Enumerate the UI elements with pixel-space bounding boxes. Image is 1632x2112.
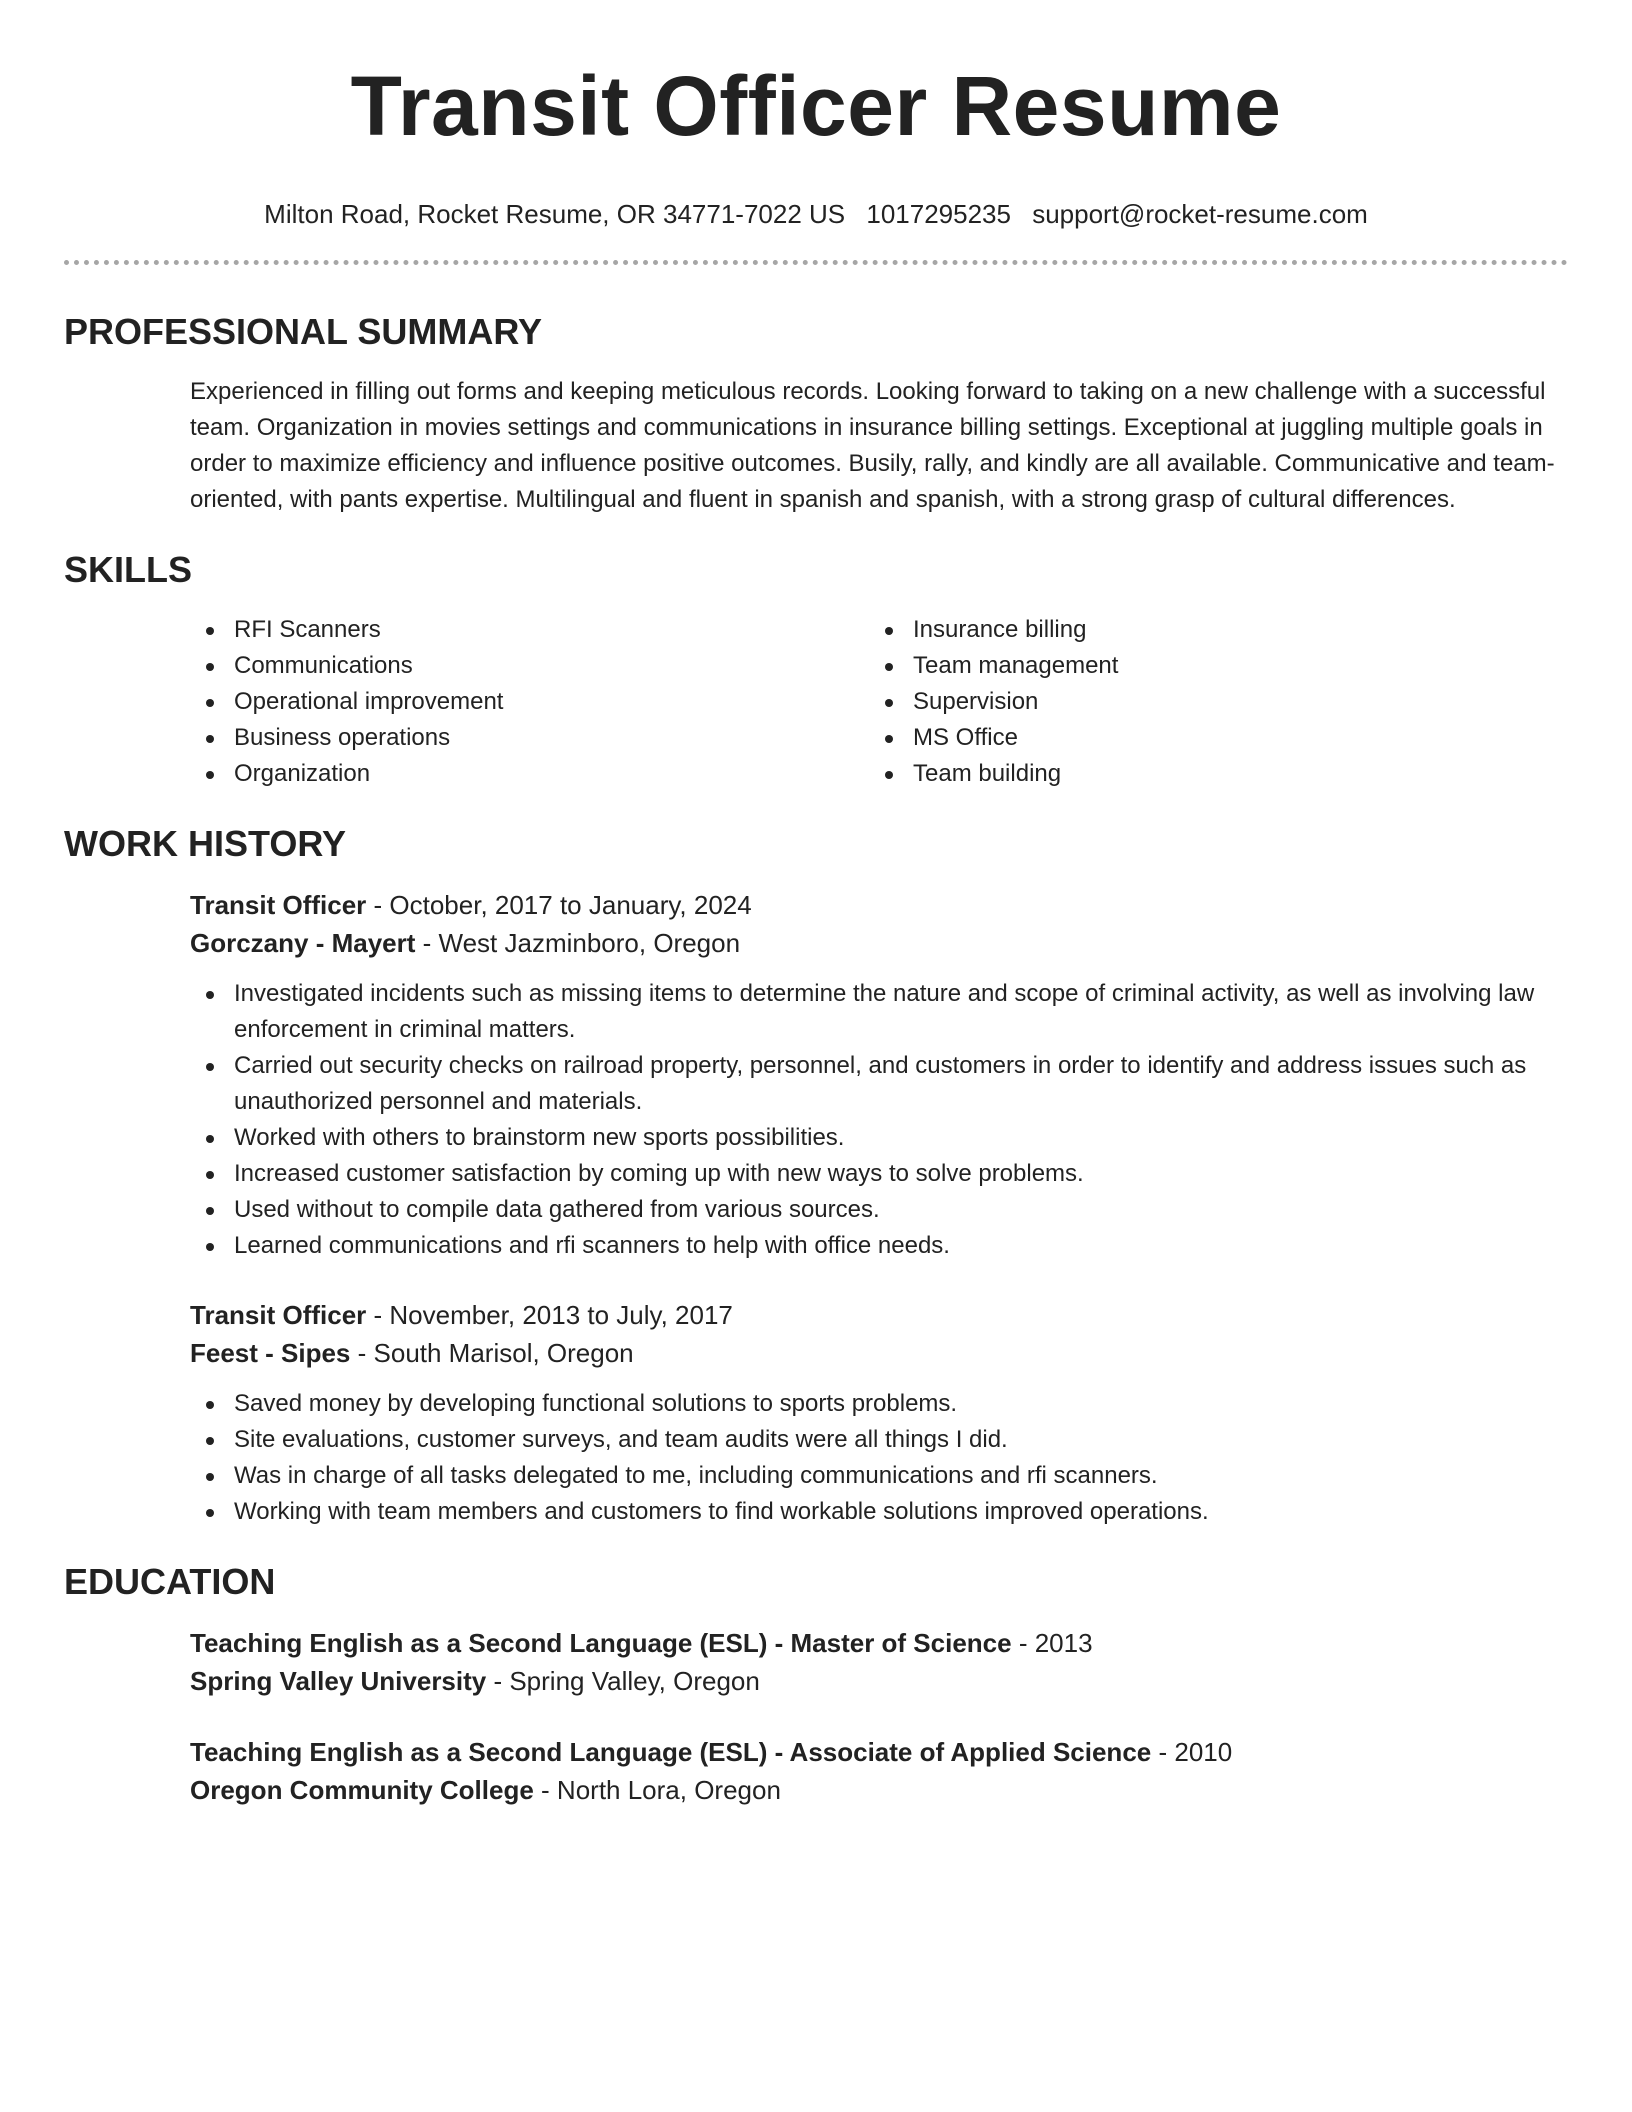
education-degree-line	[190, 1733, 1568, 1771]
work-history-heading: WORK HISTORY	[64, 823, 347, 864]
education-entry	[190, 1624, 1568, 1700]
job-company: Feest - Sipes	[190, 1338, 351, 1368]
skills-heading: SKILLS	[64, 549, 193, 590]
job-duty-item: Working with team members and customers to find workable solutions improved operations.	[190, 1494, 1568, 1530]
resume-title: Transit Officer Resume	[350, 59, 1282, 153]
job-company-line	[190, 1334, 1568, 1372]
skills-grid	[190, 612, 1568, 792]
job-duty-item: Carried out security checks on railroad property, personnel, and customers in order to identify and address issues such as unauthorized personnel and materials.	[190, 1048, 1568, 1120]
education-location: - Spring Valley, Oregon	[486, 1666, 760, 1696]
summary-heading: PROFESSIONAL SUMMARY	[64, 311, 543, 352]
skill-item: Supervision	[869, 684, 1548, 720]
job-duty-item: Was in charge of all tasks delegated to me, including communications and rfi scanners.	[190, 1458, 1568, 1494]
contact-line	[64, 196, 1568, 232]
skill-item: Communications	[190, 648, 869, 684]
header-divider	[64, 260, 1568, 265]
summary-text: Experienced in filling out forms and keeping meticulous records. Looking forward to taking on a new challenge with a successful team. Organization in movies settings and communications in insurance billing settings. Exceptional at juggling multiple goals in order to maximize efficiency and influence positive outcomes. Busily, rally, and kindly are all available. Communicative and team-oriented, with pants expertise. Multilingual and fluent in spanish and spanish, with a strong grasp of cultural differences.	[190, 378, 1555, 513]
education-school-line	[190, 1662, 1568, 1700]
job-dates: - November, 2013 to July, 2017	[366, 1300, 733, 1330]
job-company-line	[190, 924, 1568, 962]
job-duty-item: Learned communications and rfi scanners to help with office needs.	[190, 1228, 1568, 1264]
job-entry	[190, 886, 1568, 962]
skill-item: Organization	[190, 756, 869, 792]
skills-column-left	[190, 612, 869, 792]
job-duties	[190, 1386, 1568, 1530]
job-duties	[190, 976, 1568, 1264]
job-duty-item: Saved money by developing functional solutions to sports problems.	[190, 1386, 1568, 1422]
education-degree: Teaching English as a Second Language (ESL) - Associate of Applied Science	[190, 1737, 1152, 1767]
education-entry	[190, 1733, 1568, 1809]
job-duty-item: Increased customer satisfaction by coming up with new ways to solve problems.	[190, 1156, 1568, 1192]
job-location: - South Marisol, Oregon	[350, 1338, 634, 1368]
contact-phone: 1017295235	[866, 199, 1011, 229]
skill-item: MS Office	[869, 720, 1548, 756]
skills-column-right	[869, 612, 1548, 792]
job-duty-item: Used without to compile data gathered from various sources.	[190, 1192, 1568, 1228]
job-dates: - October, 2017 to January, 2024	[366, 890, 752, 920]
job-location: - West Jazminboro, Oregon	[415, 928, 741, 958]
education-year: - 2010	[1151, 1737, 1233, 1767]
job-title-line	[190, 886, 1568, 924]
skill-item: RFI Scanners	[190, 612, 869, 648]
job-title: Transit Officer	[190, 890, 367, 920]
job-title: Transit Officer	[190, 1300, 367, 1330]
education-location: - North Lora, Oregon	[533, 1775, 781, 1805]
job-duty-item: Investigated incidents such as missing items to determine the nature and scope of criminal activity, as well as involving law enforcement in criminal matters.	[190, 976, 1568, 1048]
resume-page	[64, 0, 1568, 1809]
job-title-line	[190, 1296, 1568, 1334]
contact-address: Milton Road, Rocket Resume, OR 34771-7022 US	[264, 199, 846, 229]
education-heading: EDUCATION	[64, 1561, 276, 1602]
skill-item: Team building	[869, 756, 1548, 792]
education-degree-line	[190, 1624, 1568, 1662]
job-entry	[190, 1296, 1568, 1372]
contact-email: support@rocket-resume.com	[1032, 199, 1368, 229]
skill-item: Team management	[869, 648, 1548, 684]
education-degree: Teaching English as a Second Language (ESL) - Master of Science	[190, 1628, 1012, 1658]
skill-item: Operational improvement	[190, 684, 869, 720]
job-company: Gorczany - Mayert	[190, 928, 416, 958]
job-duty-item: Site evaluations, customer surveys, and team audits were all things I did.	[190, 1422, 1568, 1458]
education-school: Spring Valley University	[190, 1666, 487, 1696]
education-school: Oregon Community College	[190, 1775, 534, 1805]
skill-item: Insurance billing	[869, 612, 1548, 648]
education-year: - 2013	[1011, 1628, 1093, 1658]
job-duty-item: Worked with others to brainstorm new sports possibilities.	[190, 1120, 1568, 1156]
education-school-line	[190, 1771, 1568, 1809]
skill-item: Business operations	[190, 720, 869, 756]
